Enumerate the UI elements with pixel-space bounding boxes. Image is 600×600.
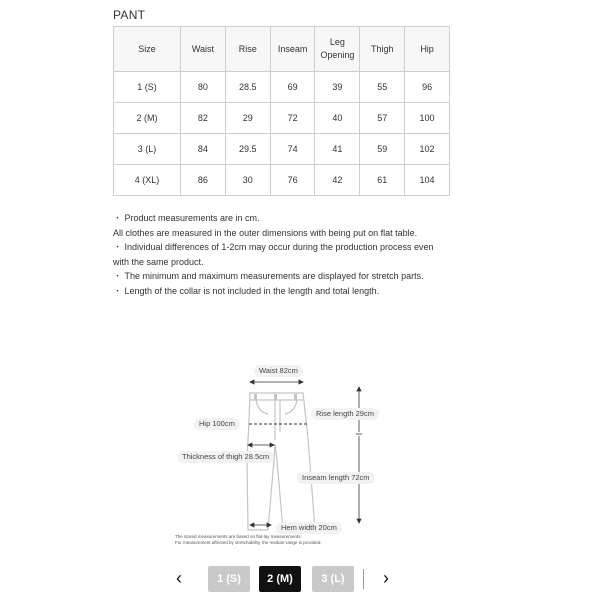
- column-header-inseam: Inseam: [270, 27, 315, 72]
- table-cell: 42: [315, 165, 360, 196]
- hip-label: Hip 100cm: [194, 418, 240, 430]
- table-cell: 59: [360, 134, 405, 165]
- chevron-left-icon[interactable]: ‹: [176, 568, 182, 588]
- column-header-waist: Waist: [181, 27, 226, 72]
- size-chart-table: [113, 26, 450, 196]
- table-cell: 72: [270, 103, 315, 134]
- table-cell: 1 (S): [114, 72, 181, 103]
- table-row: [114, 134, 450, 165]
- table-cell: 61: [360, 165, 405, 196]
- table-cell: 3 (L): [114, 134, 181, 165]
- table-cell: 74: [270, 134, 315, 165]
- size-button-m[interactable]: 2 (M): [259, 566, 301, 592]
- column-header-size: Size: [114, 27, 181, 72]
- table-cell: 82: [181, 103, 226, 134]
- table-cell: 76: [270, 165, 315, 196]
- table-cell: 2 (M): [114, 103, 181, 134]
- chevron-right-icon[interactable]: ›: [383, 568, 389, 588]
- column-header-leg-opening: Leg Opening: [315, 27, 360, 72]
- table-cell: 40: [315, 103, 360, 134]
- table-cell: 39: [315, 72, 360, 103]
- table-cell: 57: [360, 103, 405, 134]
- pants-measurement-diagram: [170, 360, 410, 555]
- table-cell: 100: [405, 103, 450, 134]
- note-line: ・ Individual differences of 1-2cm may occur during the production process even with the same product.: [113, 242, 434, 267]
- table-cell: 55: [360, 72, 405, 103]
- table-cell: 30: [225, 165, 270, 196]
- thigh-label: Thickness of thigh 28.5cm: [177, 451, 274, 463]
- table-cell: 29: [225, 103, 270, 134]
- size-pager: [0, 566, 600, 592]
- table-cell: 29.5: [225, 134, 270, 165]
- table-cell: 4 (XL): [114, 165, 181, 196]
- size-button-s[interactable]: 1 (S): [208, 566, 250, 592]
- table-cell: 104: [405, 165, 450, 196]
- section-title: PANT: [113, 8, 146, 22]
- measurement-notes: [113, 211, 443, 299]
- column-header-hip: Hip: [405, 27, 450, 72]
- table-cell: 102: [405, 134, 450, 165]
- pager-divider: [363, 569, 364, 589]
- inseam-label: Inseam length 72cm: [297, 472, 375, 484]
- waist-label: Waist 82cm: [254, 365, 303, 377]
- hem-label: Hem width 20cm: [276, 522, 342, 534]
- table-row: [114, 103, 450, 134]
- column-header-thigh: Thigh: [360, 27, 405, 72]
- note-line: All clothes are measured in the outer dimensions with being put on flat table.: [113, 227, 418, 238]
- table-cell: 41: [315, 134, 360, 165]
- table-row: [114, 165, 450, 196]
- rise-label: Rise length 29cm: [311, 408, 379, 420]
- column-header-rise: Rise: [225, 27, 270, 72]
- note-line: ・ Product measurements are in cm.: [113, 213, 260, 223]
- measurement-disclaimer: The stored measurements are based on flat-lay measurements.: [175, 534, 302, 539]
- table-cell: 69: [270, 72, 315, 103]
- table-row: [114, 72, 450, 103]
- size-button-l[interactable]: 3 (L): [312, 566, 354, 592]
- table-cell: 28.5: [225, 72, 270, 103]
- note-line: ・ The minimum and maximum measurements are displayed for stretch parts.: [113, 271, 424, 282]
- measurement-disclaimer: For measurement affected by stretchability, the median-range is provided.: [175, 540, 322, 545]
- table-cell: 96: [405, 72, 450, 103]
- table-cell: 84: [181, 134, 226, 165]
- table-header-row: [114, 27, 450, 72]
- table-cell: 86: [181, 165, 226, 196]
- table-cell: 80: [181, 72, 226, 103]
- note-line: ・ Length of the collar is not included in the length and total length.: [113, 285, 380, 296]
